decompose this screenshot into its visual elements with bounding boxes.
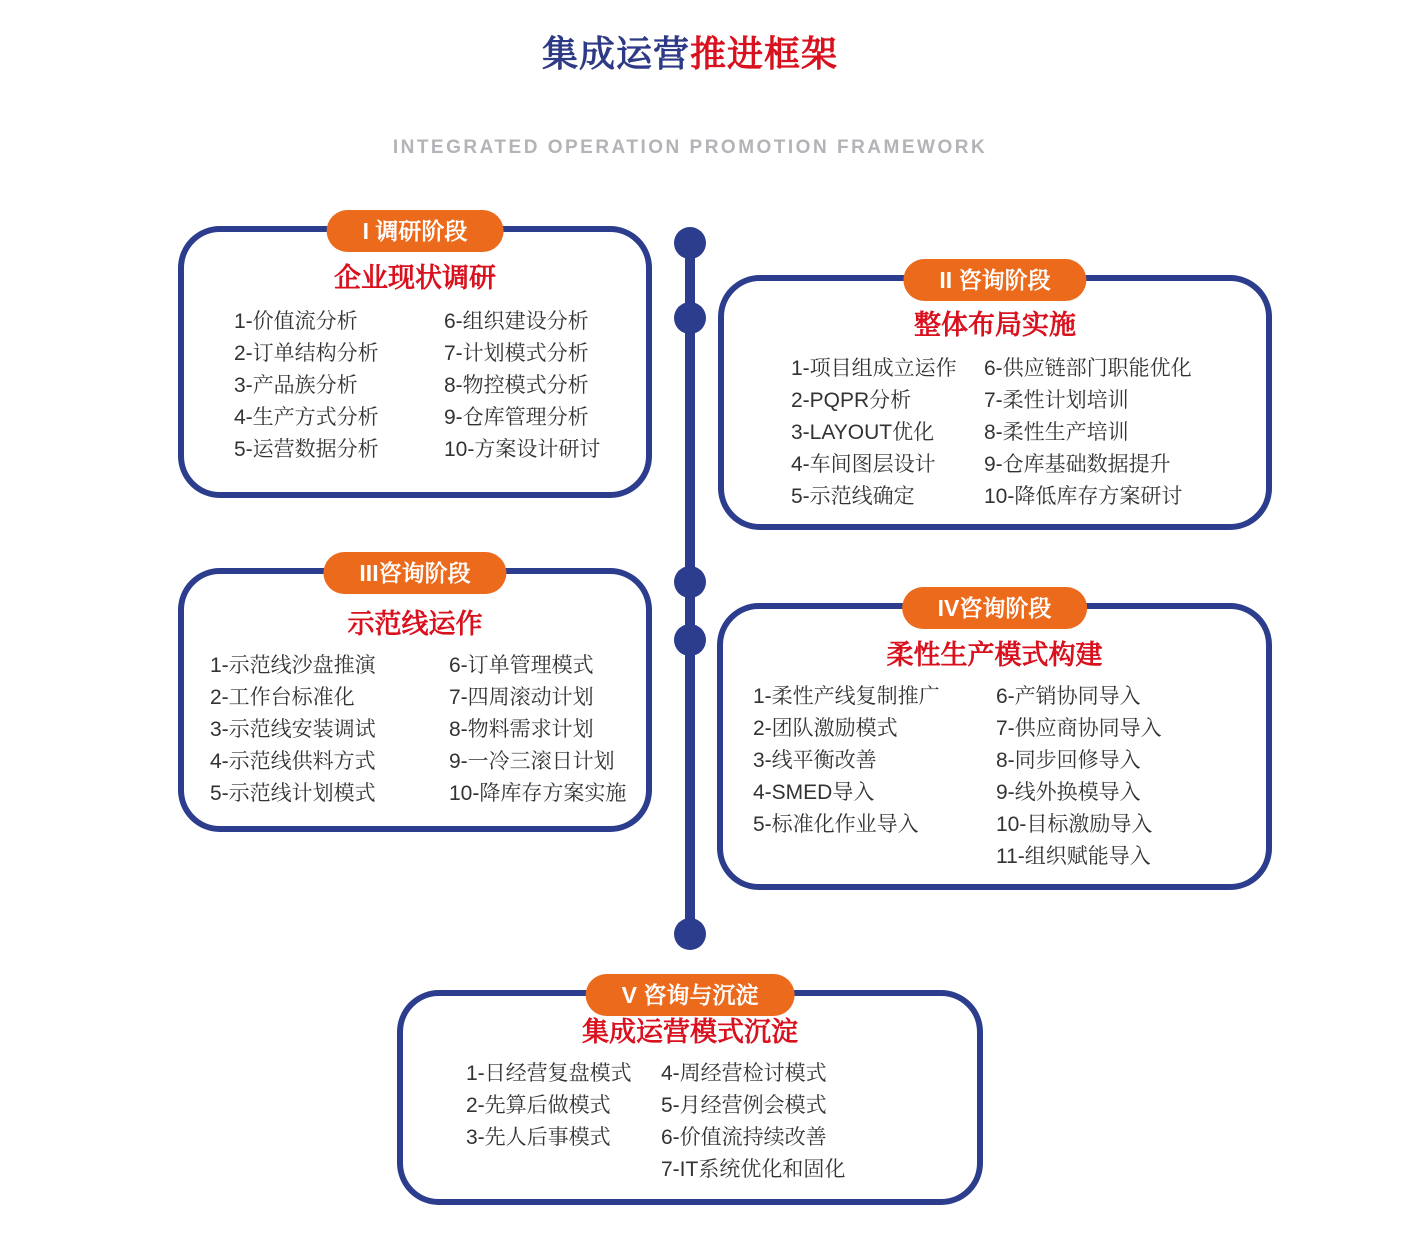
list-item: 4-周经营检讨模式 bbox=[661, 1062, 827, 1085]
list-item: 7-四周滚动计划 bbox=[449, 686, 594, 709]
stage-columns bbox=[403, 1058, 977, 1186]
list-item: 10-降低库存方案研讨 bbox=[984, 485, 1183, 508]
stage-columns bbox=[724, 353, 1266, 513]
stage-column-right bbox=[449, 650, 626, 810]
list-item: 8-物料需求计划 bbox=[449, 718, 594, 741]
list-item: 6-组织建设分析 bbox=[444, 310, 589, 333]
list-item: 7-计划模式分析 bbox=[444, 342, 589, 365]
list-item: 6-产销协同导入 bbox=[996, 685, 1141, 708]
page-subtitle: INTEGRATED OPERATION PROMOTION FRAMEWORK bbox=[392, 137, 988, 158]
list-item: 1-项目组成立运作 bbox=[791, 357, 957, 380]
stage-column-left bbox=[791, 353, 984, 513]
list-item: 2-团队激励模式 bbox=[753, 717, 898, 740]
stage-columns bbox=[723, 681, 1266, 873]
list-item: 1-价值流分析 bbox=[234, 310, 358, 333]
stage-title-1: 企业现状调研 bbox=[334, 263, 496, 293]
list-item: 1-示范线沙盘推演 bbox=[210, 654, 376, 677]
stage-column-left bbox=[466, 1058, 661, 1186]
timeline-dot bbox=[674, 227, 706, 259]
stage-column-right bbox=[661, 1058, 845, 1186]
list-item: 10-降库存方案实施 bbox=[449, 782, 627, 805]
list-item: 5-标准化作业导入 bbox=[753, 813, 919, 836]
stage-title-4: 柔性生产模式构建 bbox=[886, 640, 1103, 670]
list-item: 9-一冷三滚日计划 bbox=[449, 750, 615, 773]
list-item: 4-示范线供料方式 bbox=[210, 750, 376, 773]
list-item: 9-仓库管理分析 bbox=[444, 406, 589, 429]
stage-pill-4: IV咨询阶段 bbox=[902, 587, 1088, 629]
list-item: 4-SMED导入 bbox=[753, 781, 875, 804]
list-item: 6-价值流持续改善 bbox=[661, 1126, 827, 1149]
list-item: 10-方案设计研讨 bbox=[444, 438, 601, 461]
stage-column-left bbox=[234, 306, 444, 466]
list-item: 9-仓库基础数据提升 bbox=[984, 453, 1171, 476]
list-item: 10-目标激励导入 bbox=[996, 813, 1153, 836]
list-item: 8-物控模式分析 bbox=[444, 374, 589, 397]
timeline-dot bbox=[674, 624, 706, 656]
list-item: 6-供应链部门职能优化 bbox=[984, 357, 1192, 380]
list-item: 7-供应商协同导入 bbox=[996, 717, 1162, 740]
page-title-blue: 集成运营 bbox=[541, 33, 690, 74]
list-item: 3-先人后事模式 bbox=[466, 1126, 611, 1149]
stage-box-3 bbox=[178, 560, 652, 832]
stage-column-left bbox=[753, 681, 996, 873]
list-item: 1-柔性产线复制推广 bbox=[753, 685, 940, 708]
list-item: 8-柔性生产培训 bbox=[984, 421, 1129, 444]
stage-title-2: 整体布局实施 bbox=[914, 310, 1076, 340]
stage-column-left bbox=[210, 650, 449, 810]
list-item: 7-柔性计划培训 bbox=[984, 389, 1129, 412]
list-item: 5-运营数据分析 bbox=[234, 438, 379, 461]
list-item: 1-日经营复盘模式 bbox=[466, 1062, 632, 1085]
list-item: 2-先算后做模式 bbox=[466, 1094, 611, 1117]
stage-pill-2: II 咨询阶段 bbox=[903, 259, 1086, 301]
list-item: 3-线平衡改善 bbox=[753, 749, 877, 772]
stage-box-1 bbox=[178, 218, 652, 498]
list-item: 3-示范线安装调试 bbox=[210, 718, 376, 741]
list-item: 11-组织赋能导入 bbox=[996, 845, 1151, 868]
list-item: 9-线外换模导入 bbox=[996, 781, 1141, 804]
timeline-dot bbox=[674, 566, 706, 598]
stage-column-right bbox=[996, 681, 1162, 873]
list-item: 8-同步回修导入 bbox=[996, 749, 1141, 772]
list-item: 3-产品族分析 bbox=[234, 374, 358, 397]
stage-column-right bbox=[984, 353, 1192, 513]
list-item: 7-IT系统优化和固化 bbox=[661, 1158, 846, 1181]
stage-box-2 bbox=[718, 267, 1272, 530]
stage-columns bbox=[184, 650, 646, 810]
list-item: 2-工作台标准化 bbox=[210, 686, 355, 709]
stage-box-4 bbox=[717, 595, 1272, 890]
list-item: 5-月经营例会模式 bbox=[661, 1094, 827, 1117]
list-item: 5-示范线确定 bbox=[791, 485, 915, 508]
list-item: 2-订单结构分析 bbox=[234, 342, 379, 365]
list-item: 6-订单管理模式 bbox=[449, 654, 594, 677]
page-title bbox=[0, 26, 1380, 77]
stage-title-5: 集成运营模式沉淀 bbox=[582, 1017, 798, 1047]
timeline-dot bbox=[674, 918, 706, 950]
stage-pill-5: V 咨询与沉淀 bbox=[586, 974, 795, 1016]
list-item: 5-示范线计划模式 bbox=[210, 782, 376, 805]
page-title-red: 推进框架 bbox=[690, 33, 839, 74]
list-item: 2-PQPR分析 bbox=[791, 389, 912, 412]
stage-pill-1: I 调研阶段 bbox=[327, 210, 504, 252]
stage-column-right bbox=[444, 306, 600, 466]
list-item: 4-生产方式分析 bbox=[234, 406, 379, 429]
stage-columns bbox=[184, 306, 646, 466]
stage-box-5 bbox=[397, 982, 983, 1205]
stage-pill-3: III咨询阶段 bbox=[323, 552, 506, 594]
list-item: 3-LAYOUT优化 bbox=[791, 421, 935, 444]
list-item: 4-车间图层设计 bbox=[791, 453, 936, 476]
stage-title-3: 示范线运作 bbox=[347, 609, 483, 639]
timeline-dot bbox=[674, 302, 706, 334]
